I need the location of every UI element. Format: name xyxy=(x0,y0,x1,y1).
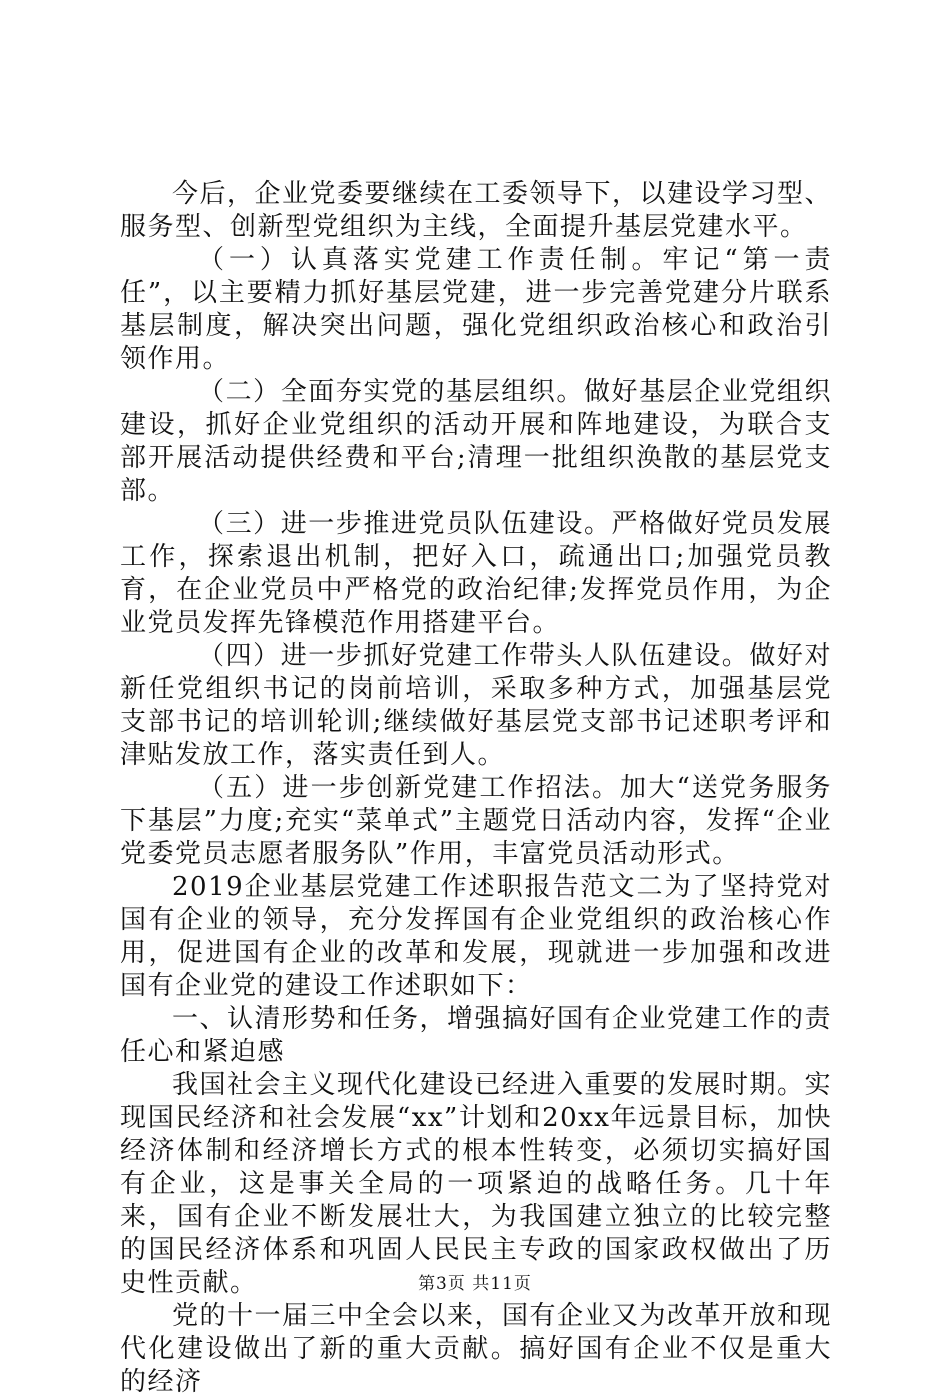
paragraph-item-1: （一）认真落实党建工作责任制。牢记“第一责任”，以主要精力抓好基层党建，进一步完善党建分片联系基层制度，解决突出问题，强化党组织政治核心和政治引领作用。 xyxy=(120,245,832,374)
paragraph-reform: 党的十一届三中全会以来，国有企业又为改革开放和现代化建设做出了新的重大贡献。搞好国有企业不仅是重大的经济 xyxy=(120,1301,833,1397)
section-heading-one: 一、认清形势和任务，增强搞好国有企业党建工作的责任心和紧迫感 xyxy=(120,1004,833,1067)
paragraph-situation: 我国社会主义现代化建设已经进入重要的发展时期。实现国民经济和社会发展“xx”计划和20xx年远景目标，加快经济体制和经济增长方式的根本性转变，必须切实搞好国有企业，这是事关全局的一项紧迫的战略任务。几十年来，国有企业不断发展壮大，为我国建立独立的比较完整的国民经济体系和巩固人民民主专政的国家政权做出了历史性贡献。 xyxy=(120,1070,833,1298)
document-body xyxy=(120,178,832,1399)
paragraph-item-2: （二）全面夯实党的基层组织。做好基层企业党组织建设，抓好企业党组织的活动开展和阵地建设，为联合支部开展活动提供经费和平台;清理一批组织涣散的基层党支部。 xyxy=(120,377,832,506)
paragraph-item-4: （四）进一步抓好党建工作带头人队伍建设。做好对新任党组织书记的岗前培训，采取多种方式，加强基层党支部书记的培训轮训;继续做好基层党支部书记述职考评和津贴发放工作，落实责任到人。 xyxy=(120,641,832,770)
paragraph-item-3: （三）进一步推进党员队伍建设。严格做好党员发展工作，探索退出机制，把好入口，疏通出口;加强党员教育，在企业党员中严格党的政治纪律;发挥党员作用，为企业党员发挥先锋模范作用搭建平台。 xyxy=(120,509,832,638)
paragraph-item-5: （五）进一步创新党建工作招法。加大“送党务服务下基层”力度;充实“菜单式”主题党日活动内容，发挥“企业党委党员志愿者服务队”作用，丰富党员活动形式。 xyxy=(120,773,832,869)
paragraph-report-two: 2019企业基层党建工作述职报告范文二为了坚持党对国有企业的领导，充分发挥国有企业党组织的政治核心作用，促进国有企业的改革和发展，现就进一步加强和改进国有企业党的建设工作述职如下： xyxy=(120,872,832,1001)
page-number-footer: 第3页 共11页 xyxy=(418,1274,532,1294)
paragraph-intro: 今后，企业党委要继续在工委领导下，以建设学习型、服务型、创新型党组织为主线，全面提升基层党建水平。 xyxy=(120,179,833,242)
